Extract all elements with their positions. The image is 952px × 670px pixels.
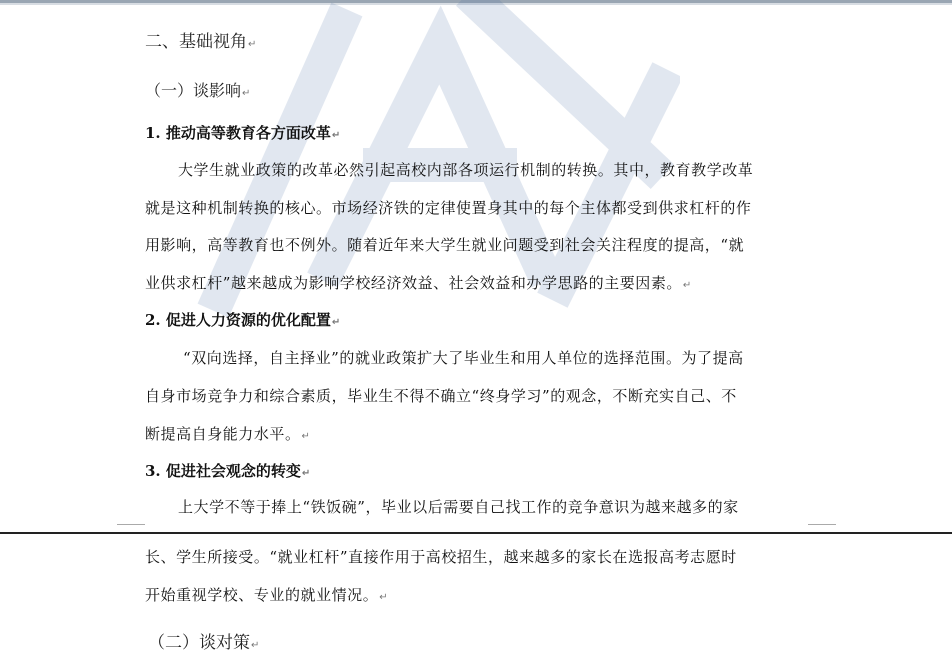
body-line: 大学生就业政策的改革必然引起高校内部各项运行机制的转换。其中，教育教学改革 bbox=[178, 161, 754, 179]
paragraph-mark-icon: ↵ bbox=[682, 280, 692, 291]
paragraph-mark-icon: ↵ bbox=[301, 431, 311, 442]
body-line: 用影响，高等教育也不例外。随着近年来大学生就业问题受到社会关注程度的提高，“就 bbox=[145, 236, 745, 254]
paragraph-mark-icon: ↵ bbox=[242, 88, 251, 99]
paragraph-mark-icon: ↵ bbox=[301, 468, 311, 479]
paragraph-mark-icon: ↵ bbox=[331, 317, 341, 328]
paragraph-mark-icon: ↵ bbox=[251, 640, 260, 651]
body-line: 上大学不等于捧上“铁饭碗”，毕业以后需要自己找工作的竞争意识为越来越多的家 bbox=[178, 498, 739, 516]
section-heading-basic-perspective: 二、基础视角↵ bbox=[145, 32, 257, 52]
item-heading-2: 2. 促进人力资源的优化配置↵ bbox=[145, 311, 341, 329]
item-heading-1: 1. 推动高等教育各方面改革↵ bbox=[145, 124, 341, 142]
paragraph-mark-icon: ↵ bbox=[248, 39, 257, 50]
document-page-1[interactable] bbox=[0, 5, 952, 532]
subsection-heading-countermeasures: （二）谈对策↵ bbox=[148, 633, 260, 653]
subsection-heading-impact: （一）谈影响↵ bbox=[145, 81, 251, 100]
body-line: 就是这种机制转换的核心。市场经济铁的定律使置身其中的每个主体都受到供求杠杆的作 bbox=[145, 199, 752, 217]
body-line: 开始重视学校、专业的就业情况。↵ bbox=[145, 586, 389, 604]
paragraph-mark-icon: ↵ bbox=[379, 592, 389, 603]
body-line: 长、学生所接受。“就业杠杆”直接作用于高校招生，越来越多的家长在选报高考志愿时 bbox=[145, 548, 737, 566]
body-line: 自身市场竞争力和综合素质，毕业生不得不确立“终身学习”的观念，不断充实自己、不 bbox=[145, 387, 737, 405]
body-line: “双向选择，自主择业”的就业政策扩大了毕业生和用人单位的选择范围。为了提高 bbox=[183, 349, 744, 367]
paragraph-mark-icon: ↵ bbox=[331, 130, 341, 141]
document-page-2[interactable] bbox=[0, 534, 952, 670]
item-heading-3: 3. 促进社会观念的转变↵ bbox=[145, 462, 311, 480]
body-line: 断提高自身能力水平。↵ bbox=[145, 425, 311, 443]
body-line: 业供求杠杆”越来越成为影响学校经济效益、社会效益和办学思路的主要因素。↵ bbox=[145, 274, 692, 292]
